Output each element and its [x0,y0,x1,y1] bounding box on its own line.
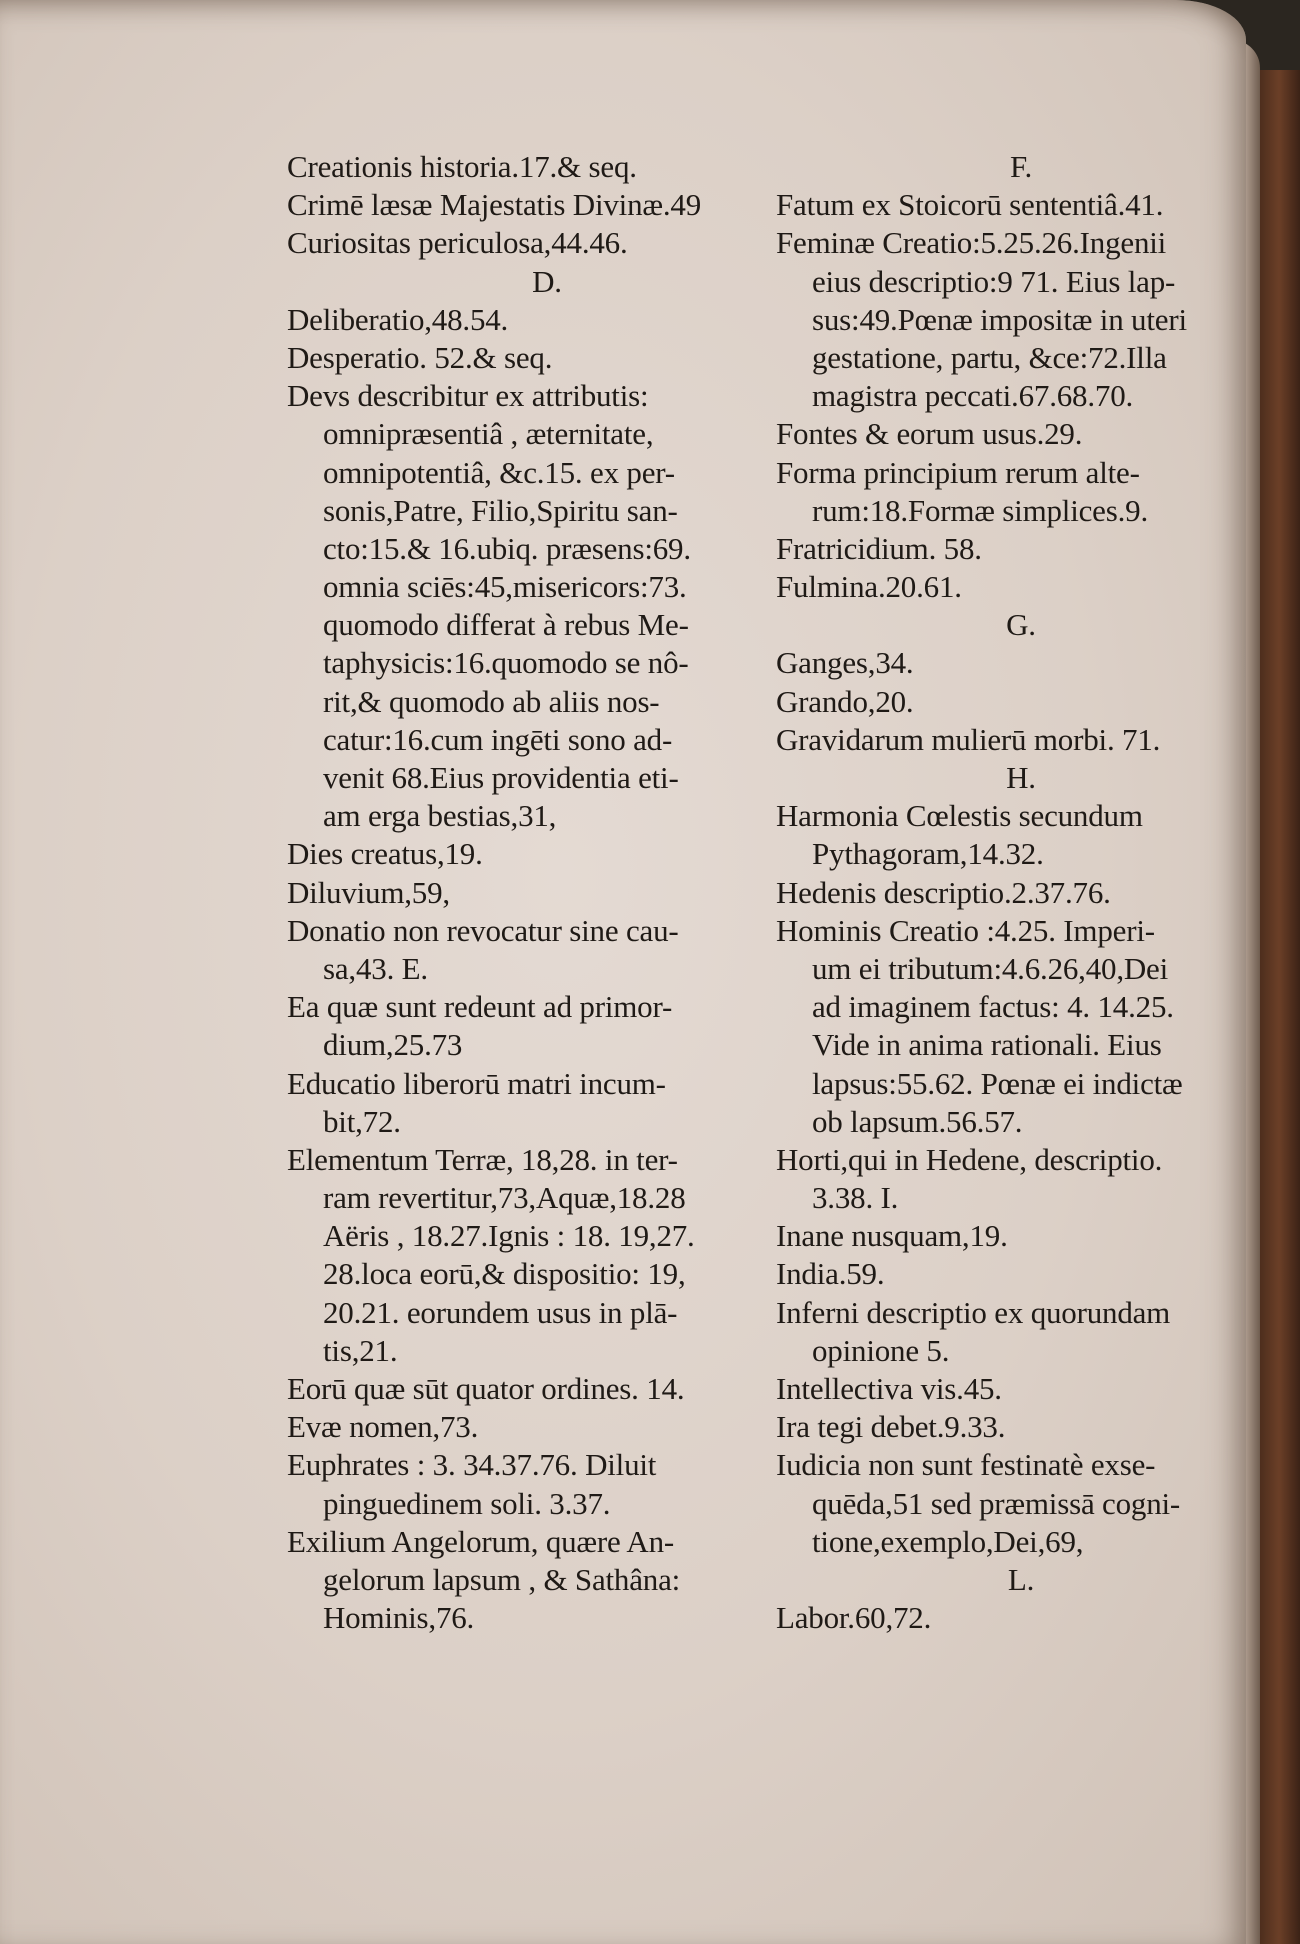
index-entry-line: pinguedinem soli. 3.37. [323,1485,611,1521]
index-entry [287,1370,767,1408]
index-entry [287,148,767,186]
index-entry-line: opinione 5. [812,1332,950,1368]
index-entry-line: venit 68.Eius providentia eti- [323,760,679,795]
book-cover [1258,70,1300,1944]
index-entry [287,1065,767,1141]
index-letter-heading: G. [1006,607,1036,643]
index-entry-line: Dies creatus,19. [287,836,483,872]
index-entry-line: Ea quæ sunt redeunt ad primor- [287,989,673,1025]
index-entry-line: Fulmina.20.61. [776,569,962,605]
index-letter-heading: H. [1006,760,1036,795]
index-entry-line: Hominis,76. [323,1600,475,1636]
index-entry [287,988,767,1064]
index-entry [287,835,767,873]
index-entry-line: magistra peccati.67.68.70. [812,378,1134,414]
index-entry-line: Forma principium rerum alte- [776,454,1140,490]
index-entry-line: Fratricidium. 58. [776,530,982,566]
index-entry-line: Horti,qui in Hedene, descriptio. [776,1141,1163,1177]
index-entry-line: Exilium Angelorum, quære An- [287,1523,675,1559]
index-entry-line: Aëris , 18.27.Ignis : 18. 19,27. [323,1218,695,1254]
index-entry-line: sus:49.Pœnæ impositæ in uteri [812,301,1187,337]
index-entry-line: Pythagoram,14.32. [812,836,1044,872]
index-entry-line: 28.loca eorū,& dispositio: 19, [323,1256,686,1292]
index-entry-line: bit,72. [323,1103,401,1139]
index-entry-line: ob lapsum.56.57. [812,1103,1023,1139]
index-entry [776,912,1236,1141]
index-entry-line: lapsus:55.62. Pœnæ ei indictæ [812,1065,1183,1101]
index-entry-line: Curiositas periculosa,44.46. [287,225,628,261]
index-entry [776,1255,1236,1293]
index-entry [287,1408,767,1446]
index-entry [287,874,767,912]
index-column-left [287,148,767,1637]
index-entry [776,224,1236,415]
index-entry-line: taphysicis:16.quomodo se nô- [323,645,689,681]
index-entry-line: am erga bestias,31, [323,798,557,834]
index-entry [287,1523,767,1638]
index-entry-line: Donatio non revocatur sine cau- [287,912,679,948]
index-entry [287,912,767,988]
index-entry-line: Diluvium,59, [287,874,450,910]
index-entry [776,415,1236,453]
index-entry-line: Ganges,34. [776,645,914,681]
index-entry-line: Fatum ex Stoicorū sententiâ.41. [776,187,1164,223]
index-entry [776,683,1236,721]
index-entry-line: Elementum Terræ, 18,28. in ter- [287,1141,678,1177]
index-entry [776,721,1236,759]
index-entry-line: Vide in anima rationali. Eius [812,1027,1162,1063]
index-entry [776,530,1236,568]
index-entry [776,1217,1236,1255]
index-entry-line: catur:16.cum ingēti sono ad- [323,721,673,757]
index-entry-line: omnipotentiâ, &c.15. ex per- [323,454,675,490]
index-entry [776,1141,1236,1217]
index-letter-heading: D. [532,263,562,299]
index-entry-line: rum:18.Formæ simplices.9. [812,492,1149,528]
index-entry-line: Creationis historia.17.& seq. [287,149,637,184]
index-entry-line: Educatio liberorū matri incum- [287,1065,666,1101]
index-entry [776,797,1236,873]
index-entry [776,186,1236,224]
index-entry [287,1141,767,1370]
index-entry-line: Inferni descriptio ex quorundam [776,1294,1171,1330]
index-entry-line: Fontes & eorum usus.29. [776,416,1083,452]
index-entry-line: Feminæ Creatio:5.25.26.Ingenii [776,225,1167,261]
index-entry-line: rit,& quomodo ab aliis nos- [323,683,660,719]
index-entry [287,186,767,224]
index-entry-line: Hedenis descriptio.2.37.76. [776,874,1111,910]
index-entry-line: tione,exemplo,Dei,69, [812,1523,1084,1559]
index-entry [287,224,767,262]
index-entry-line: gestatione, partu, &ce:72.Illa [812,339,1167,375]
index-entry [776,874,1236,912]
index-entry-line: sa,43. E. [323,950,428,986]
index-entry-line: omnia sciēs:45,misericors:73. [323,569,687,605]
index-entry-line: 20.21. eorundem usus in plā- [323,1294,678,1330]
index-entry-line: Ira tegi debet.9.33. [776,1409,1006,1445]
index-entry-line: tis,21. [323,1332,398,1368]
index-entry-line: ad imaginem factus: 4. 14.25. [812,989,1174,1025]
index-entry [287,301,767,339]
index-entry-line: dium,25.73 [323,1027,463,1063]
index-entry-line: Deliberatio,48.54. [287,301,509,337]
index-entry-line: Desperatio. 52.& seq. [287,339,553,375]
index-entry [776,1408,1236,1446]
index-entry [776,568,1236,606]
index-entry-line: eius descriptio:9 71. Eius lap- [812,263,1176,299]
index-entry-line: quēda,51 sed præmissā cogni- [812,1485,1181,1521]
index-entry [776,1370,1236,1408]
index-letter-heading: F. [1009,149,1033,184]
index-entry-line: gelorum lapsum , & Sathâna: [323,1561,681,1597]
index-entry-line: Intellectiva vis.45. [776,1371,1002,1406]
index-entry-line: quomodo differat à rebus Me- [323,607,689,643]
index-entry-line: India.59. [776,1256,885,1292]
index-entry-line: Eorū quæ sūt quator ordines. 14. [287,1371,685,1406]
index-entry-line: ram revertitur,73,Aquæ,18.28 [323,1180,686,1216]
index-entry-line: Euphrates : 3. 34.37.76. Diluit [287,1447,657,1483]
index-entry [776,1294,1236,1370]
index-entry-line: Inane nusquam,19. [776,1218,1008,1254]
index-entry-line: um ei tributum:4.6.26,40,Dei [812,950,1169,986]
index-entry-line: Harmonia Cœlestis secundum [776,798,1143,834]
index-entry-line: Evæ nomen,73. [287,1409,479,1445]
index-entry-line: Grando,20. [776,683,914,719]
index-entry [287,1446,767,1522]
index-entry-line: cto:15.& 16.ubiq. præsens:69. [323,530,691,566]
index-entry-line: Crimē læsæ Majestatis Divinæ.49 [287,187,702,223]
index-entry [776,644,1236,682]
index-entry-line: Iudicia non sunt festinatè exse- [776,1447,1156,1483]
index-entry [776,1446,1236,1561]
index-entry [776,454,1236,530]
index-entry [776,1599,1236,1637]
index-column-right [776,148,1236,1637]
index-entry-line: sonis,Patre, Filio,Spiritu san- [323,492,678,528]
index-entry-line: omnipræsentiâ , æternitate, [323,416,654,452]
index-entry-line: Gravidarum mulierū morbi. 71. [776,721,1161,757]
index-entry-line: Devs describitur ex attributis: [287,378,649,414]
index-entry-line: 3.38. I. [812,1180,899,1216]
index-entry [287,339,767,377]
index-entry-line: Labor.60,72. [776,1600,932,1636]
index-entry [287,377,767,835]
index-entry-line: Hominis Creatio :4.25. Imperi- [776,912,1155,948]
index-letter-heading: L. [1007,1561,1035,1597]
